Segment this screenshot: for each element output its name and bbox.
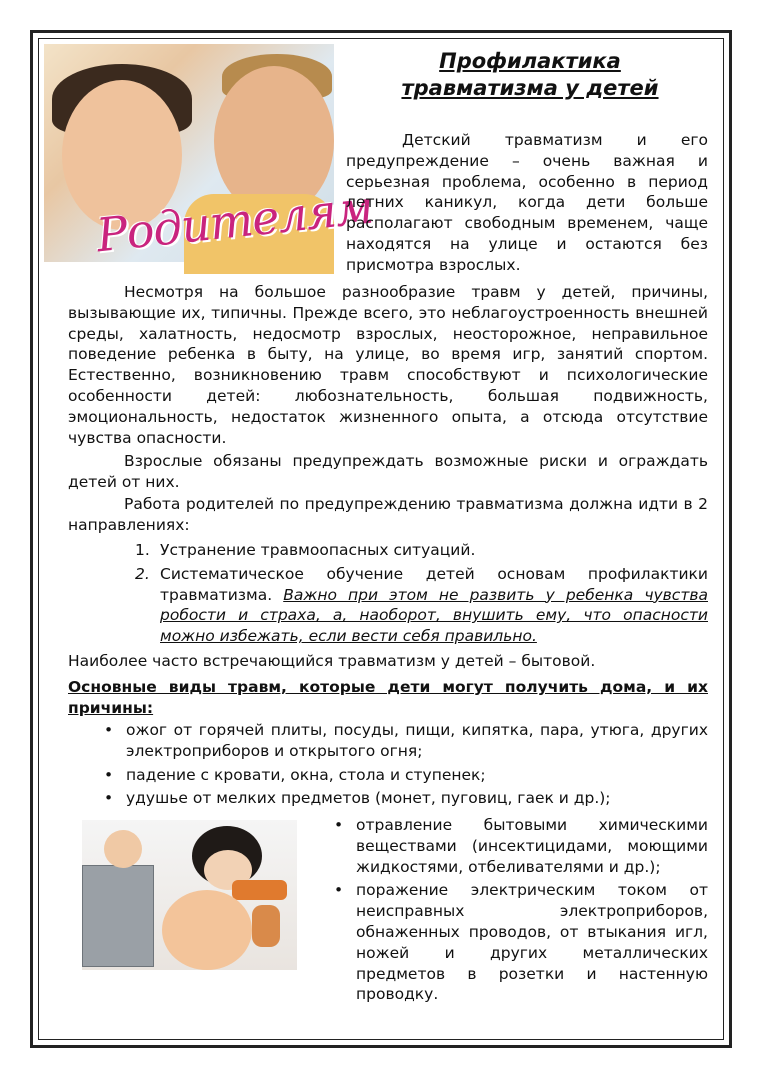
intro-paragraph: Детский травматизм и его предупреждение – очень важная и серьезная проблема, особенно в период летних каникул, когда дети больше располагают свободным временем, чаще находятся на улице и остаются без присмотра взрослых.: [346, 131, 708, 274]
home-injuries-heading: Основные виды травм, которые дети могут получить дома, и их причины:: [68, 678, 708, 717]
direction-item: 1. Устранение травмоопасных ситуаций.: [135, 541, 476, 559]
page-title: [360, 48, 700, 102]
home-injuries-list-side: [332, 815, 708, 1008]
directions-intro: Работа родителей по предупреждению травматизма должна идти в 2 направлениях:: [68, 495, 708, 534]
list-item: • отравление бытовыми химическими веществами (инсектицидами, моющими жидкостями, отбеливателями и др.);: [334, 816, 708, 876]
home-injuries-list: [102, 720, 708, 812]
causes-paragraph: Несмотря на большое разнообразие травм у детей, причины, вызывающие их, типичны. Прежде всего, это неблагоустроенность внешней среды, халатность, недосмотр взрослых, неосторожное, неправильное поведение ребенка в быту, на улице, во время игр, занятий спортом. Естественно, возникновению травм способствуют и психологические особенности детей: любознательность, большая подвижность, эмоциональность, недостаток жизненного опыта, а отсюда отсутствие чувства опасности.: [68, 283, 708, 447]
emphasis-note: Важно при этом не развить у ребенка чувства робости и страха, а, наоборот, внушить ему, что опасности можно избежать, если вести себя правильно.: [160, 585, 708, 646]
parents-photo: [44, 44, 376, 263]
adults-paragraph: Взрослые обязаны предупреждать возможные риски и ограждать детей от них.: [68, 452, 708, 491]
list-item: • удушье от мелких предметов (монет, пуговиц, гаек и др.);: [104, 789, 611, 808]
title-line-1: Профилактика: [439, 49, 621, 73]
direction-item: 2. Систематическое обучение детей основам профилактики травматизма. Важно при этом не развить у ребенка чувства робости и страха, а, наоборот, внушить ему, что опасности можно избежать, если вести себя правильно.: [135, 564, 708, 646]
title-line-2: травматизма у детей: [401, 76, 659, 100]
children-photo: [82, 820, 297, 970]
directions-list: [135, 540, 708, 647]
domestic-note: Наиболее часто встречающийся травматизм у детей – бытовой.: [68, 652, 596, 670]
parents-caption: Родителям: [93, 179, 376, 263]
list-item: • поражение электрическим током от неисправных электроприборов, обнаженных проводов, от втыкания игл, ножей и других металлических предметов в розетки и настенную проводку.: [334, 881, 708, 1004]
list-item: • ожог от горячей плиты, посуды, пищи, кипятка, пара, утюга, других электроприборов и открытого огня;: [104, 721, 708, 760]
list-item: • падение с кровати, окна, стола и ступенек;: [104, 765, 486, 784]
